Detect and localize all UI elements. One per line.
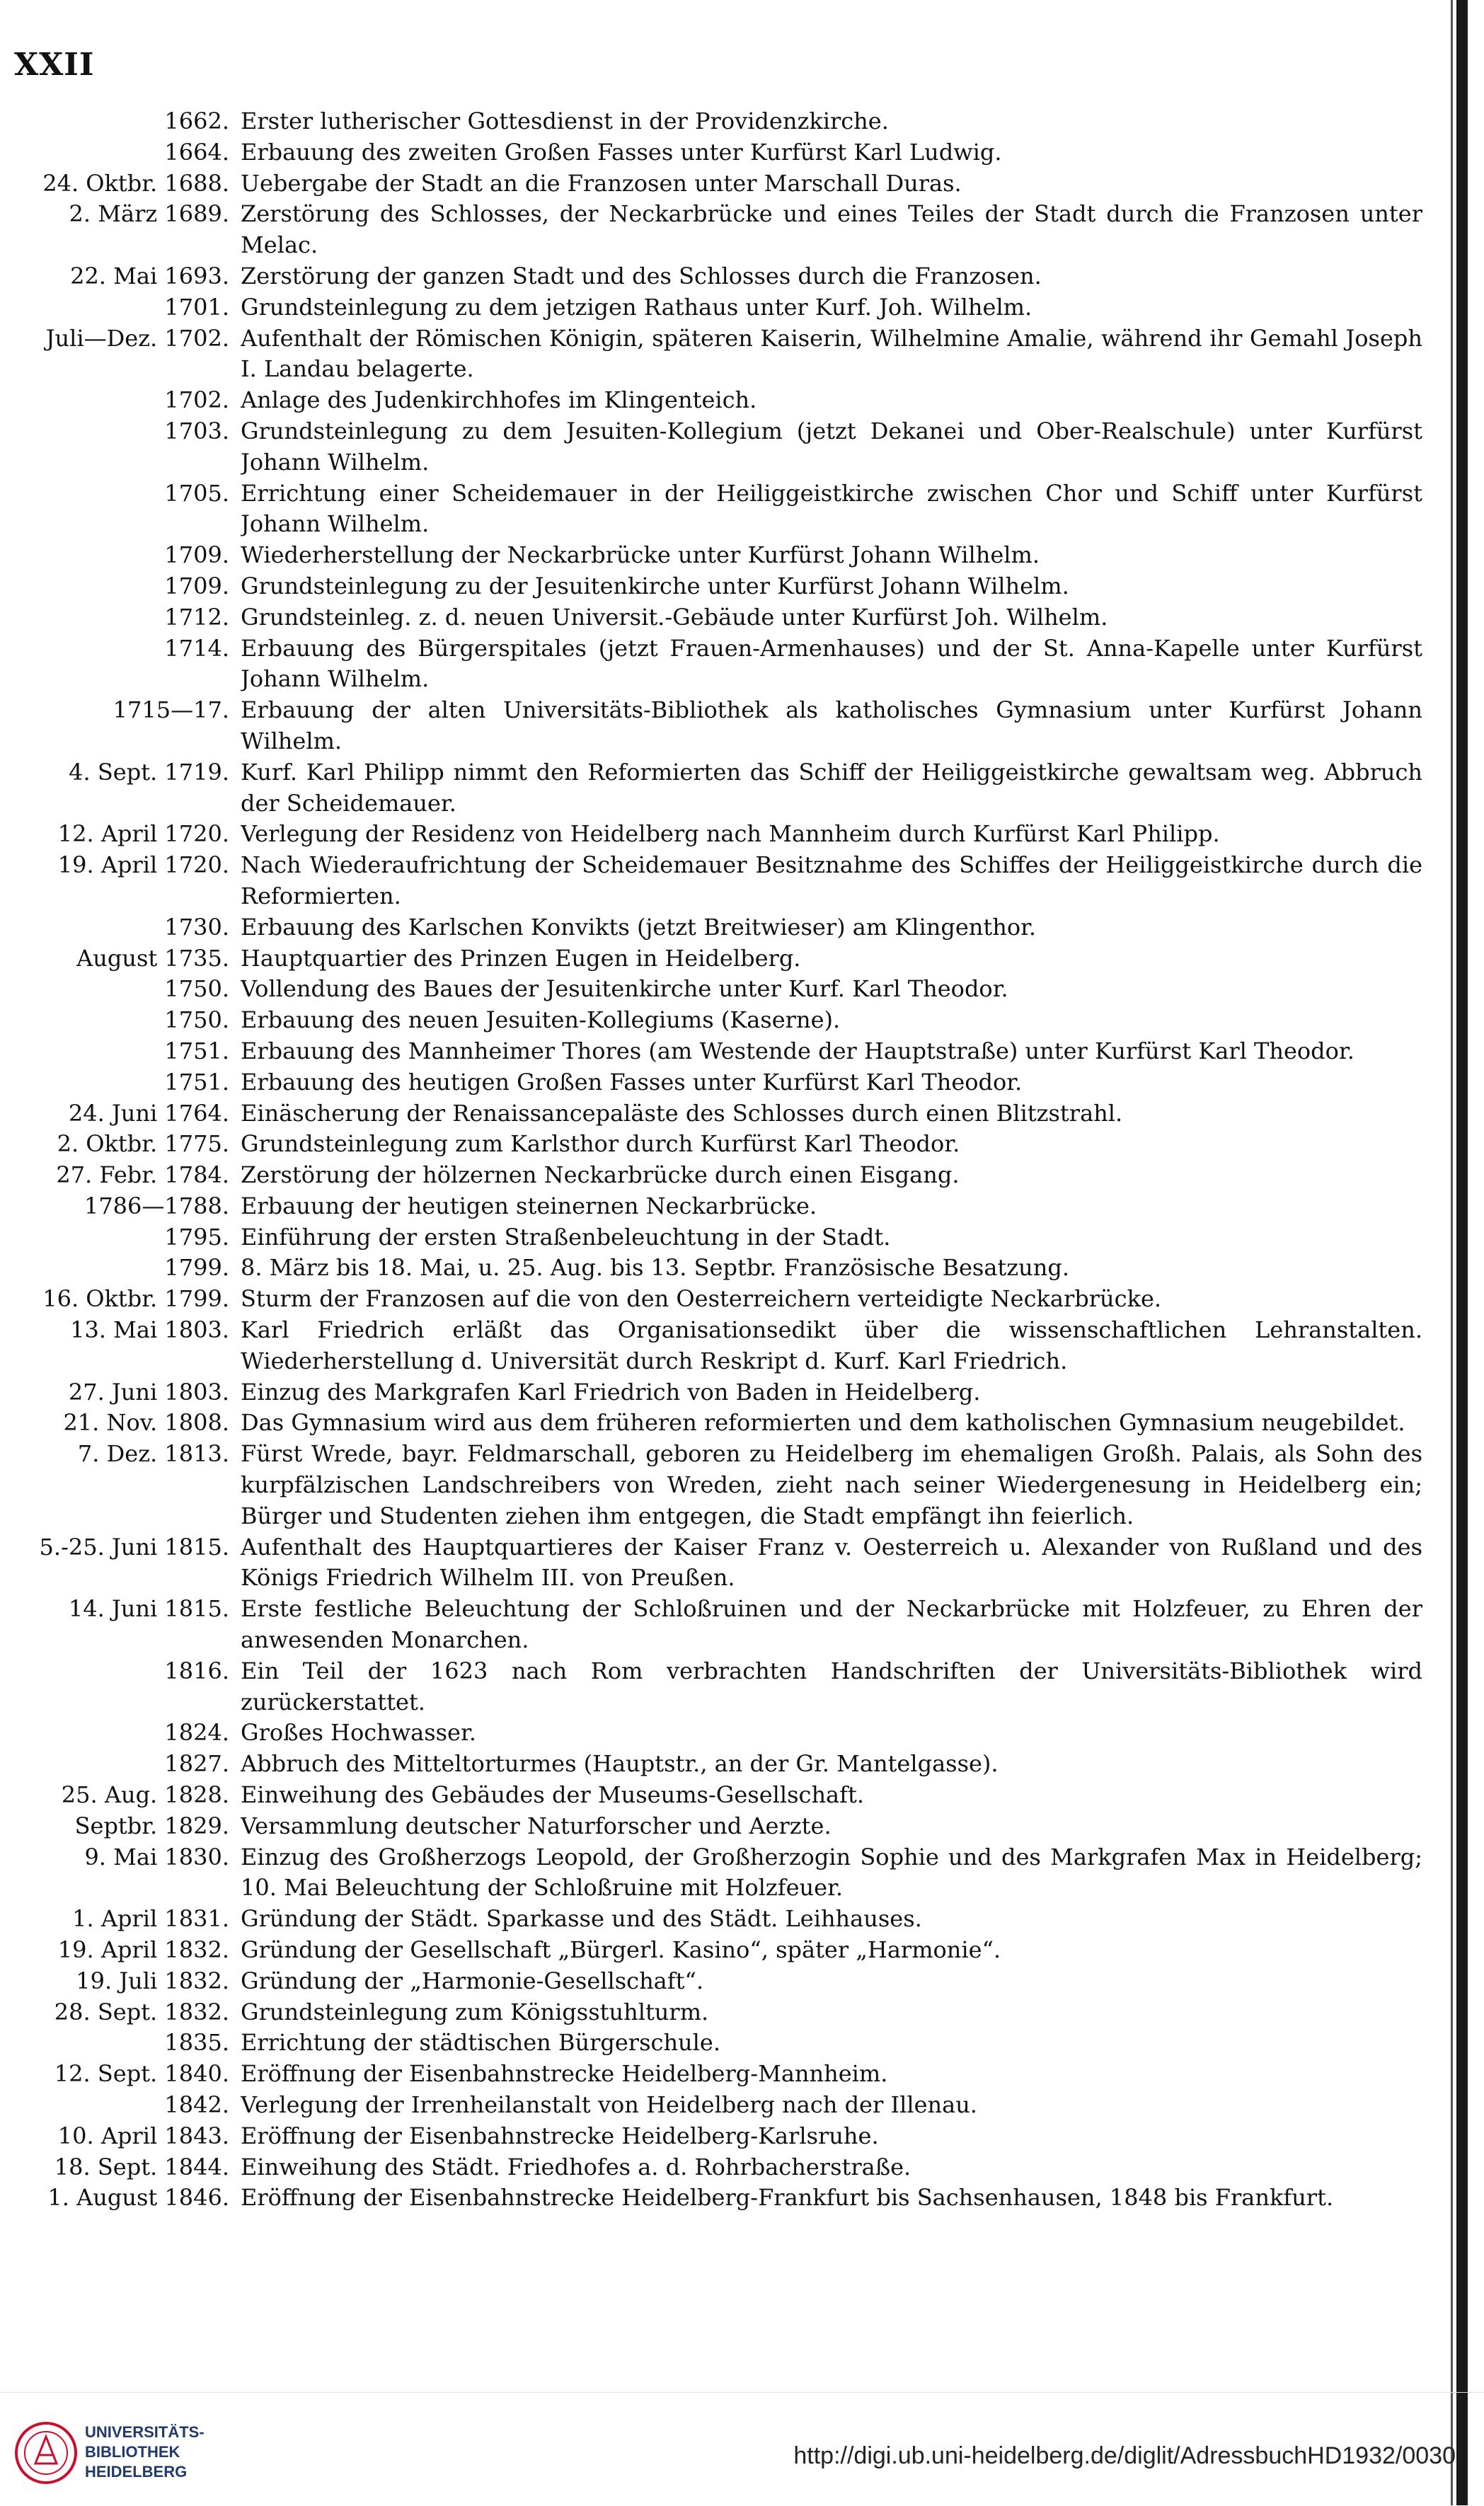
entry-date: 1709. (164, 541, 229, 569)
entry-text: Eröffnung der Eisenbahnstrecke Heidelberg-Frankfurt bis Sachsenhausen, 1848 bis Frankfurt. (241, 2184, 1334, 2212)
chronology-entry (0, 416, 1437, 478)
chronology-entry (0, 1408, 1437, 1439)
entry-date: 1842. (164, 2091, 229, 2118)
chronology-entry (0, 1842, 1437, 1904)
entry-text: Grundsteinlegung zu der Jesuitenkirche unter Kurfürst Johann Wilhelm. (241, 572, 1069, 599)
chronology-entry (0, 1067, 1437, 1098)
entry-text: Erbauung des Bürgerspitales (jetzt Frauen-Armenhauses) und der St. Anna-Kapelle unter Kurfürst Johann Wilhelm. (241, 634, 1422, 693)
entry-date: 1702. (164, 386, 229, 414)
chronology-entry (0, 1749, 1437, 1780)
entry-date: 1751. (164, 1068, 229, 1096)
chronology-entry (0, 1222, 1437, 1253)
chronology-entry (0, 1532, 1437, 1594)
entry-text: Zerstörung der ganzen Stadt und des Schlosses durch die Franzosen. (241, 262, 1042, 289)
entry-text: 8. März bis 18. Mai, u. 25. Aug. bis 13. Septbr. Französische Besatzung. (241, 1254, 1069, 1282)
chronology-entry (0, 1439, 1437, 1531)
chronology-list (0, 106, 1437, 2214)
entry-date: 1664. (164, 138, 229, 166)
entry-date: 1715—17. (113, 696, 229, 724)
chronology-entry (0, 1253, 1437, 1284)
entry-date: 4. Sept. 1719. (69, 758, 229, 786)
entry-text: Gründung der Städt. Sparkasse und des Städt. Leihhauses. (241, 1905, 922, 1933)
entry-text: Grundsteinlegung zu dem jetzigen Rathaus unter Kurf. Joh. Wilhelm. (241, 293, 1033, 321)
entry-date: 28. Sept. 1832. (54, 1998, 229, 2025)
entry-text: Wiederherstellung der Neckarbrücke unter Kurfürst Johann Wilhelm. (241, 541, 1040, 569)
entry-text: Sturm der Franzosen auf die von den Oesterreichern verteidigte Neckarbrücke. (241, 1285, 1162, 1313)
entry-text: Grundsteinlegung zu dem Jesuiten-Kollegium (jetzt Dekanei und Ober-Realschule) unter Kurfürst Johann Wilhelm. (241, 417, 1422, 476)
chronology-entry (0, 323, 1437, 386)
entry-text: Erbauung des Mannheimer Thores (am Westende der Hauptstraße) unter Kurfürst Karl Theodor. (241, 1037, 1354, 1064)
entry-text: Erbauung der heutigen steinernen Neckarbrücke. (241, 1192, 817, 1219)
entry-date: 2. Oktbr. 1775. (57, 1130, 229, 1158)
chronology-entry (0, 1098, 1437, 1130)
entry-text: Grundsteinlegung zum Königsstuhlturm. (241, 1998, 709, 2025)
entry-text: Einführung der ersten Straßenbeleuchtung in der Stadt. (241, 1223, 891, 1251)
entry-date: 1730. (164, 913, 229, 941)
chronology-entry (0, 1811, 1437, 1842)
entry-text: Grundsteinlegung zum Karlsthor durch Kurfürst Karl Theodor. (241, 1130, 960, 1158)
entry-date: 1750. (164, 1006, 229, 1034)
entry-date: 18. Sept. 1844. (54, 2153, 229, 2180)
entry-text: Erbauung der alten Universitäts-Bibliothek als katholisches Gymnasium unter Kurfürst Johann Wilhelm. (241, 696, 1422, 754)
entry-date: 1703. (164, 417, 229, 444)
source-url-link[interactable]: http://digi.ub.uni-heidelberg.de/diglit/AdressbuchHD1932/0030 (793, 2442, 1456, 2469)
chronology-entry (0, 602, 1437, 633)
entry-text: Aufenthalt der Römischen Königin, späteren Kaiserin, Wilhelmine Amalie, während ihr Gemahl Joseph I. Landau belagerte. (241, 324, 1422, 383)
entry-text: Zerstörung der hölzernen Neckarbrücke durch einen Eisgang. (241, 1161, 960, 1189)
chronology-entry (0, 1904, 1437, 1935)
chronology-entry (0, 850, 1437, 912)
entry-date: 19. April 1832. (57, 1936, 229, 1964)
entry-text: Uebergabe der Stadt an die Franzosen unter Marschall Duras. (241, 169, 962, 197)
chronology-entry (0, 1656, 1437, 1718)
chronology-entry (0, 974, 1437, 1005)
entry-date: 1824. (164, 1719, 229, 1747)
chronology-entry (0, 385, 1437, 416)
entry-text: Einäscherung der Renaissancepaläste des Schlosses durch einen Blitzstrahl. (241, 1099, 1123, 1127)
entry-text: Einweihung des Gebäudes der Museums-Gesellschaft. (241, 1781, 864, 1809)
entry-date: 12. Sept. 1840. (54, 2060, 229, 2088)
chronology-entry (0, 1377, 1437, 1408)
entry-date: 12. April 1720. (57, 820, 229, 848)
entry-text: Verlegung der Irrenheilanstalt von Heidelberg nach der Illenau. (241, 2091, 977, 2118)
chronology-entry (0, 2090, 1437, 2121)
entry-text: Versammlung deutscher Naturforscher und Aerzte. (241, 1812, 832, 1839)
entry-date: 1662. (164, 108, 229, 134)
entry-text: Großes Hochwasser. (241, 1719, 476, 1747)
entry-text: Erbauung des neuen Jesuiten-Kollegiums (Kaserne). (241, 1006, 841, 1034)
entry-date: 27. Juni 1803. (68, 1378, 229, 1406)
chronology-entry (0, 1160, 1437, 1191)
entry-text: Anlage des Judenkirchhofes im Klingenteich. (241, 386, 757, 414)
entry-date: 10. April 1843. (57, 2122, 229, 2149)
library-name-line1: UNIVERSITÄTS- (85, 2423, 205, 2441)
entry-date: 1795. (164, 1223, 229, 1251)
entry-date: August 1735. (76, 944, 229, 972)
entry-text: Grundsteinleg. z. d. neuen Universit.-Gebäude unter Kurfürst Joh. Wilhelm. (241, 603, 1108, 631)
entry-text: Verlegung der Residenz von Heidelberg nach Mannheim durch Kurfürst Karl Philipp. (241, 820, 1220, 848)
entry-text: Abbruch des Mitteltorturmes (Hauptstr., an der Gr. Mantelgasse). (241, 1750, 999, 1778)
entry-date: 1. April 1831. (72, 1905, 229, 1933)
chronology-entry (0, 168, 1437, 200)
entry-text: Das Gymnasium wird aus dem früheren reformierten und dem katholischen Gymnasium neugebildet. (241, 1409, 1405, 1437)
chronology-entry (0, 292, 1437, 323)
chronology-entry (0, 1005, 1437, 1036)
chronology-entry (0, 1191, 1437, 1222)
entry-date: Septbr. 1829. (74, 1812, 229, 1839)
chronology-entry (0, 1966, 1437, 1997)
entry-text: Erbauung des heutigen Großen Fasses unter Kurfürst Karl Theodor. (241, 1068, 1023, 1096)
chronology-entry (0, 199, 1437, 261)
chronology-entry (0, 633, 1437, 696)
entry-date: 7. Dez. 1813. (77, 1440, 229, 1468)
chronology-entry (0, 1780, 1437, 1811)
entry-date: 1712. (164, 603, 229, 631)
chronology-entry (0, 2028, 1437, 2059)
entry-text: Kurf. Karl Philipp nimmt den Reformierten das Schiff der Heiliggeistkirche gewaltsam weg. Abbruch der Scheidemauer. (241, 758, 1422, 817)
page-edge-binding (1456, 0, 1468, 2505)
chronology-entry (0, 912, 1437, 943)
entry-date: 1799. (164, 1254, 229, 1282)
entry-text: Gründung der „Harmonie-Gesellschaft“. (241, 1967, 703, 1994)
chronology-entry (0, 1036, 1437, 1067)
chronology-entry (0, 261, 1437, 292)
library-name-line3: HEIDELBERG (85, 2463, 188, 2481)
entry-date: 25. Aug. 1828. (61, 1781, 229, 1809)
chronology-entry (0, 137, 1437, 168)
entry-text: Erbauung des Karlschen Konvikts (jetzt Breitwieser) am Klingenthor. (241, 913, 1037, 941)
entry-date: Juli—Dez. 1702. (45, 324, 229, 352)
chronology-entry (0, 1718, 1437, 1749)
entry-text: Errichtung der städtischen Bürgerschule. (241, 2029, 720, 2057)
entry-text: Errichtung einer Scheidemauer in der Heiliggeistkirche zwischen Chor und Schiff unter Kurfürst Johann Wilhelm. (241, 479, 1422, 538)
library-name-line2: BIBLIOTHEK (85, 2443, 180, 2461)
entry-date: 13. Mai 1803. (70, 1316, 229, 1344)
entry-text: Gründung der Gesellschaft „Bürgerl. Kasino“, später „Harmonie“. (241, 1936, 1001, 1964)
chronology-entry (0, 2121, 1437, 2152)
chronology-entry (0, 2183, 1437, 2214)
entry-date: 1750. (164, 975, 229, 1003)
chronology-entry (0, 540, 1437, 571)
entry-date: 1. August 1846. (47, 2184, 229, 2212)
entry-text: Erste festliche Beleuchtung der Schloßruinen und der Neckarbrücke mit Holzfeuer, zu Ehren der anwesenden Monarchen. (241, 1595, 1422, 1654)
entry-date: 1705. (164, 479, 229, 507)
entry-date: 24. Oktbr. 1688. (42, 169, 229, 197)
entry-text: Erbauung des zweiten Großen Fasses unter Kurfürst Karl Ludwig. (241, 138, 1002, 166)
entry-date: 22. Mai 1693. (70, 262, 229, 289)
entry-text: Ein Teil der 1623 nach Rom verbrachten Handschriften der Universitäts-Bibliothek wird zurückerstattet. (241, 1657, 1422, 1715)
entry-date: 2. März 1689. (69, 200, 229, 228)
entry-text: Hauptquartier des Prinzen Eugen in Heidelberg. (241, 944, 801, 972)
entry-date: 21. Nov. 1808. (63, 1409, 229, 1437)
chronology-entry (0, 478, 1437, 541)
entry-text: Zerstörung des Schlosses, der Neckarbrücke und eines Teiles der Stadt durch die Franzosen unter Melac. (241, 200, 1422, 259)
entry-date: 27. Febr. 1784. (56, 1161, 229, 1189)
chronology-entry (0, 1284, 1437, 1315)
chronology-entry (0, 106, 1437, 137)
chronology-entry (0, 2059, 1437, 2090)
chronology-entry (0, 1315, 1437, 1377)
entry-date: 1835. (164, 2029, 229, 2057)
entry-text: Aufenthalt des Hauptquartieres der Kaiser Franz v. Oesterreich u. Alexander von Rußland und des Königs Friedrich Wilhelm III. von Preußen. (241, 1533, 1422, 1592)
entry-text: Karl Friedrich erläßt das Organisationsedikt über die wissenschaftlichen Lehranstalten. Wiederherstellung d. Universität durch Reskript d. Kurf. Karl Friedrich. (241, 1316, 1422, 1374)
entry-date: 16. Oktbr. 1799. (42, 1285, 229, 1313)
entry-date: 1751. (164, 1037, 229, 1064)
page-number: XXII (14, 47, 95, 83)
chronology-entry (0, 1129, 1437, 1160)
chronology-entry (0, 1997, 1437, 2028)
chronology-entry (0, 2152, 1437, 2183)
chronology-entry (0, 1594, 1437, 1656)
entry-date: 1709. (164, 572, 229, 599)
entry-date: 19. April 1720. (57, 851, 229, 879)
library-name (85, 2422, 205, 2482)
entry-text: Fürst Wrede, bayr. Feldmarschall, geboren zu Heidelberg im ehemaligen Großh. Palais, als Sohn des kurpfälzischen Landschreibers von Wreden, zieht nach seiner Wiedergenesung in Heidelberg ein; Bürger und Studenten ziehen ihm entgegen, die Stadt empfängt ihn feierlich. (241, 1440, 1422, 1529)
entry-date: 1786—1788. (84, 1192, 229, 1219)
page-edge-line (1451, 0, 1453, 2505)
entry-text: Nach Wiederaufrichtung der Scheidemauer Besitznahme des Schiffes der Heiliggeistkirche durch die Reformierten. (241, 851, 1422, 909)
chronology-entry (0, 819, 1437, 850)
entry-date: 5.-25. Juni 1815. (39, 1533, 229, 1560)
entry-date: 1816. (164, 1657, 229, 1684)
chronology-entry (0, 943, 1437, 975)
university-library-seal-icon (14, 2421, 78, 2485)
entry-text: Eröffnung der Eisenbahnstrecke Heidelberg-Mannheim. (241, 2060, 888, 2088)
entry-text: Einweihung des Städt. Friedhofes a. d. Rohrbacherstraße. (241, 2153, 911, 2180)
chronology-entry (0, 695, 1437, 757)
entry-date: 24. Juni 1764. (68, 1099, 229, 1127)
footer (0, 2392, 1484, 2506)
entry-date: 9. Mai 1830. (84, 1843, 229, 1870)
chronology-entry (0, 757, 1437, 820)
entry-date: 1714. (164, 634, 229, 662)
entry-date: 1827. (164, 1750, 229, 1778)
entry-text: Eröffnung der Eisenbahnstrecke Heidelberg-Karlsruhe. (241, 2122, 879, 2149)
entry-date: 14. Juni 1815. (68, 1595, 229, 1623)
entry-text: Erster lutherischer Gottesdienst in der Providenzkirche. (241, 108, 889, 134)
entry-text: Einzug des Markgrafen Karl Friedrich von Baden in Heidelberg. (241, 1378, 981, 1406)
entry-date: 19. Juli 1832. (76, 1967, 229, 1994)
chronology-entry (0, 571, 1437, 602)
entry-text: Einzug des Großherzogs Leopold, der Großherzogin Sophie und des Markgrafen Max in Heidelberg; 10. Mai Beleuchtung der Schloßruine mit Holzfeuer. (241, 1843, 1422, 1902)
entry-text: Vollendung des Baues der Jesuitenkirche unter Kurf. Karl Theodor. (241, 975, 1008, 1003)
entry-date: 1701. (164, 293, 229, 321)
chronology-entry (0, 1935, 1437, 1966)
